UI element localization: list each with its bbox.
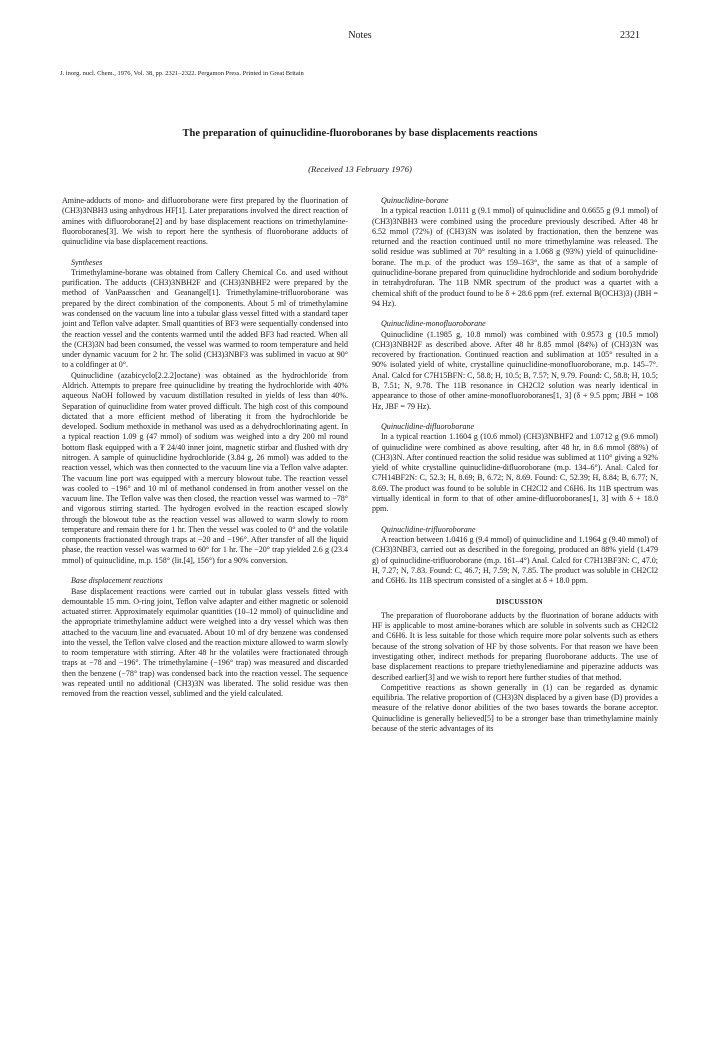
received-date: (Received 13 February 1976) [308,164,412,174]
trifluoroborane-paragraph: A reaction between 1.0416 g (9.4 mmol) of quinuclidine and 1.1964 g (9.40 mmol) of (CH3)3NBF3, carried out as described in the foregoing, produced an 88% yield (1.479 g) of quinuclidine-trifluoroborane (m.p. 161–4°) Anal. Calcd for C7H13BF3N: C, 47.0; H, 7.27; N, 7.83. Found: C, 46.7; H, 7.59; N, 7.85. The product was soluble in CH2Cl2 and C6H6. Its 11B spectrum consisted of a singlet at δ + 18.0 ppm. [372,535,658,586]
syntheses-paragraph-2: Quinuclidine (azabicyclo[2.2.2]octane) was obtained as the hydrochloride from Aldrich. Attempts to prepare free quinuclidine by treating the hydrochloride with 40% aqueous NaOH followed by vacuum distillation resulted in yields of less than 40%. Separation of quinuclidine from water proved difficult. The high cost of this compound dictated that a more efficient method of liberating it from the hydrochloride be developed. Sodium methoxide in methanol was used as a dehydrochlorinating agent. In a typical reaction 1.09 g (47 mmol) of sodium was weighed into a dry 200 ml round bottom flask equipped with a ₮ 24/40 inner joint, magnetic stirbar and flushed with dry nitrogen. A sample of quinuclidine hydrochloride (3.84 g, 26 mmol) was added to the reaction vessel, which was then connected to the vacuum line via a Teflon valve adapter. The vacuum line port was equipped with a mercury blowout tube. The reaction vessel was cooled to −196° and 10 ml of methanol condensed in from another vessel on the vacuum line. The Teflon valve was then closed, the reaction vessel was warmed to −78° and vigorous stirring started. The hydrogen evolved in the reaction escaped slowly through the blowout tube as the reaction vessel was allowed to warm slowly to room temperature and remain there for 1 hr. Then the vessel was cooled to 0° and the volatile components fractionated through traps at −20 and −196°. After transfer of all the liquid phase, the reaction vessel was warmed to 60° for 1 hr. The −20° trap yielded 2.6 g (23.4 mmol) of quinuclidine, m.p. 158° (lit.[4], 156°) for a 90% conversion. [62,370,348,565]
discussion-paragraph-2: Competitive reactions as shown generally in (1) can be regarded as dynamic equilibria. The relative proportion of (CH3)3N displaced by a given base (D) provides a measure of the relative donor abilities of the two bases towards the borane acceptor. Quinuclidine is generally believed[5] to be a stronger base than trimethylamine mainly because of the steric advantages of its [372,682,658,733]
base-displacement-heading: Base displacement reactions [71,576,163,586]
discussion-paragraph-1: The preparation of fluoroborane adducts by the fluorination of borane adducts with HF is applicable to most amine-boranes which are soluble in solvents such as CH2Cl2 and C6H6. It is less suitable for those which require more polar solvents such as ethers because of the strong solvation of HF by those solvents. For that reason we have been investigating other, indirect methods for preparing fluoroborane adducts. The use of base displacement reactions to prepare triethylenediamine and piperazine adducts was described earlier[3] and we wish to report here further studies of that method. [372,610,658,682]
difluoroborane-paragraph: In a typical reaction 1.1604 g (10.6 mmol) (CH3)3NBHF2 and 1.0712 g (9.6 mmol) of quinuclidine were combined as above resulting, after 48 hr, in 8.6 mmol (88%) of (CH3)3N. After continued reaction the solid residue was sublimed at 110° giving a 92% yield of white crystalline quinuclidine-difluoroborane (m.p. 134–6°). Anal. Calcd for C7H14BF2N: C, 52.3; H, 8.69; B, 6.72; N, 8.69. Found: C, 52.39; H, 8.84; B, 6.77; N, 8.69. The product was found to be soluble in CH2Cl2 and C6H6. Its 11B spectrum was virtually identical in form to that of other amine-difluoroboranes[1, 3] with δ + 18.0 ppm. [372,432,658,514]
quinuclidine-borane-paragraph: In a typical reaction 1.0111 g (9.1 mmol) of quinuclidine and 0.6655 g (9.1 mmol) of (CH3)3NBH3 were combined using the procedure previously described. After 48 hr 6.52 mmol (72%) of (CH3)3N was isolated by fractionation, then the benzene was returned and the reaction continued until no more trimethylamine was released. The solid residue was sublimed at 70° resulting in a 1.068 g (93%) yield of quinuclidine-borane. The m.p. of the product was 159–163°, the same as that of a sample of quinuclidine-borane prepared from quinuclidine hydrochloride and sodium borohydride in tetrahydrofuran. The 11B NMR spectrum of the product was a quartet with a chemical shift of the product found to be δ + 28.6 ppm (ref. external B(OCH3)3) (JBH = 94 Hz). [372,206,658,308]
journal-citation: J. inorg. nucl. Chem., 1976, Vol. 38, pp. 2321–2322. Pergamon Press. Printed in Great Britain [60,70,304,77]
syntheses-heading: Syntheses [71,257,103,267]
intro-paragraph: Amine-adducts of mono- and difluoroborane were first prepared by the fluorination of (CH3)3NBH3 using anhydrous HF[1]. Later preparations involved the direct reaction of amines with difluoroborane[2] and by base displacement reactions on trimethylamine-fluoroboranes[3]. We wish to report here the synthesis of fluoroborane adducts of quinuclidine via base displacement reactions. [62,196,348,247]
syntheses-paragraph-1: Trimethylamine-borane was obtained from Callery Chemical Co. and used without purification. The adducts (CH3)3NBH2F and (CH3)3NBHF2 were prepared by the method of VanPaasschen and Geanangel[1]. Trimethylamine-trifluoroborane was prepared by the direct combination of the components. About 5 ml of trimethylamine was condensed on the vacuum line into a tubular glass vessel fitted with a standard taper joint and Teflon valve adapter. Small quantities of BF3 were sequentially condensed into the reaction vessel and the contents warmed until the added BF3 had reacted. When all the (CH3)3N had been consumed, the vessel was warmed to room temperature and held under dynamic vacuum for 2 hr. The solid (CH3)3NBF3 was sublimed in vacuo at 90° to a coldfinger at 0°. [62,267,348,370]
trifluoroborane-heading: Quinuclidine-trifluoroborane [381,524,476,534]
right-column [372,196,658,734]
page-number: 2321 [620,30,640,41]
discussion-heading: DISCUSSION [496,597,543,606]
left-column [62,196,348,700]
article-title: The preparation of quinuclidine-fluoroboranes by base displacements reactions [182,128,538,139]
monofluoroborane-heading: Quinuclidine-monofluoroborane [381,319,486,329]
running-title: Notes [348,30,372,41]
base-displacement-paragraph: Base displacement reactions were carried out in tubular glass vessels fitted with demountable 15 mm. O-ring joint, Teflon valve adapter and either magnetic or solenoid actuated stirrer. Approximately equimolar quantities (10–12 mmol) of quinuclidine and the appropriate trimethylamine adduct were weighed into a dry vessel which was then attached to the vacuum line and evacuated. About 10 ml of dry benzene was condensed into the vessel, the Teflon valve closed and the reaction mixture allowed to warm slowly to room temperature with stirring. After 48 hr the volatiles were fractionated through traps at −78 and −196°. The trimethylamine (−196° trap) was measured and discarded then the benzene (−78° trap) was condensed back into the reaction vessel. The sequence was repeated until no additional (CH3)3N was liberated. The solid residue was then removed from the reaction vessel, sublimed and the yield calculated. [62,586,348,699]
quinuclidine-borane-heading: Quinuclidine-borane [381,196,449,205]
difluoroborane-heading: Quinuclidine-difluoroborane [381,422,475,431]
monofluoroborane-paragraph: Quinuclidine (1.1985 g, 10.8 mmol) was combined with 0.9573 g (10.5 mmol) (CH3)3NBH2F as described above. After 48 hr 8.85 mmol (84%) of (CH3)3N was recovered by fractionation. Continued reaction and sublimation at 105° resulted in a 90% isolated yield of white, crystalline quinuclidine-monofluoroborane, m.p. 145–7°. Anal. Calcd for C7H15BFN: C, 58.8; H, 10.5; B, 7.57; N, 9.79. Found: C, 58.8; H, 10.5; B, 7.51; N, 9.78. The 11B resonance in CH2Cl2 solution was nearly identical in appearance to those of other amine-monofluoroboranes[1, 3] (δ + 9.5 ppm; JBH = 108 Hz, JBF = 79 Hz). [372,329,658,411]
